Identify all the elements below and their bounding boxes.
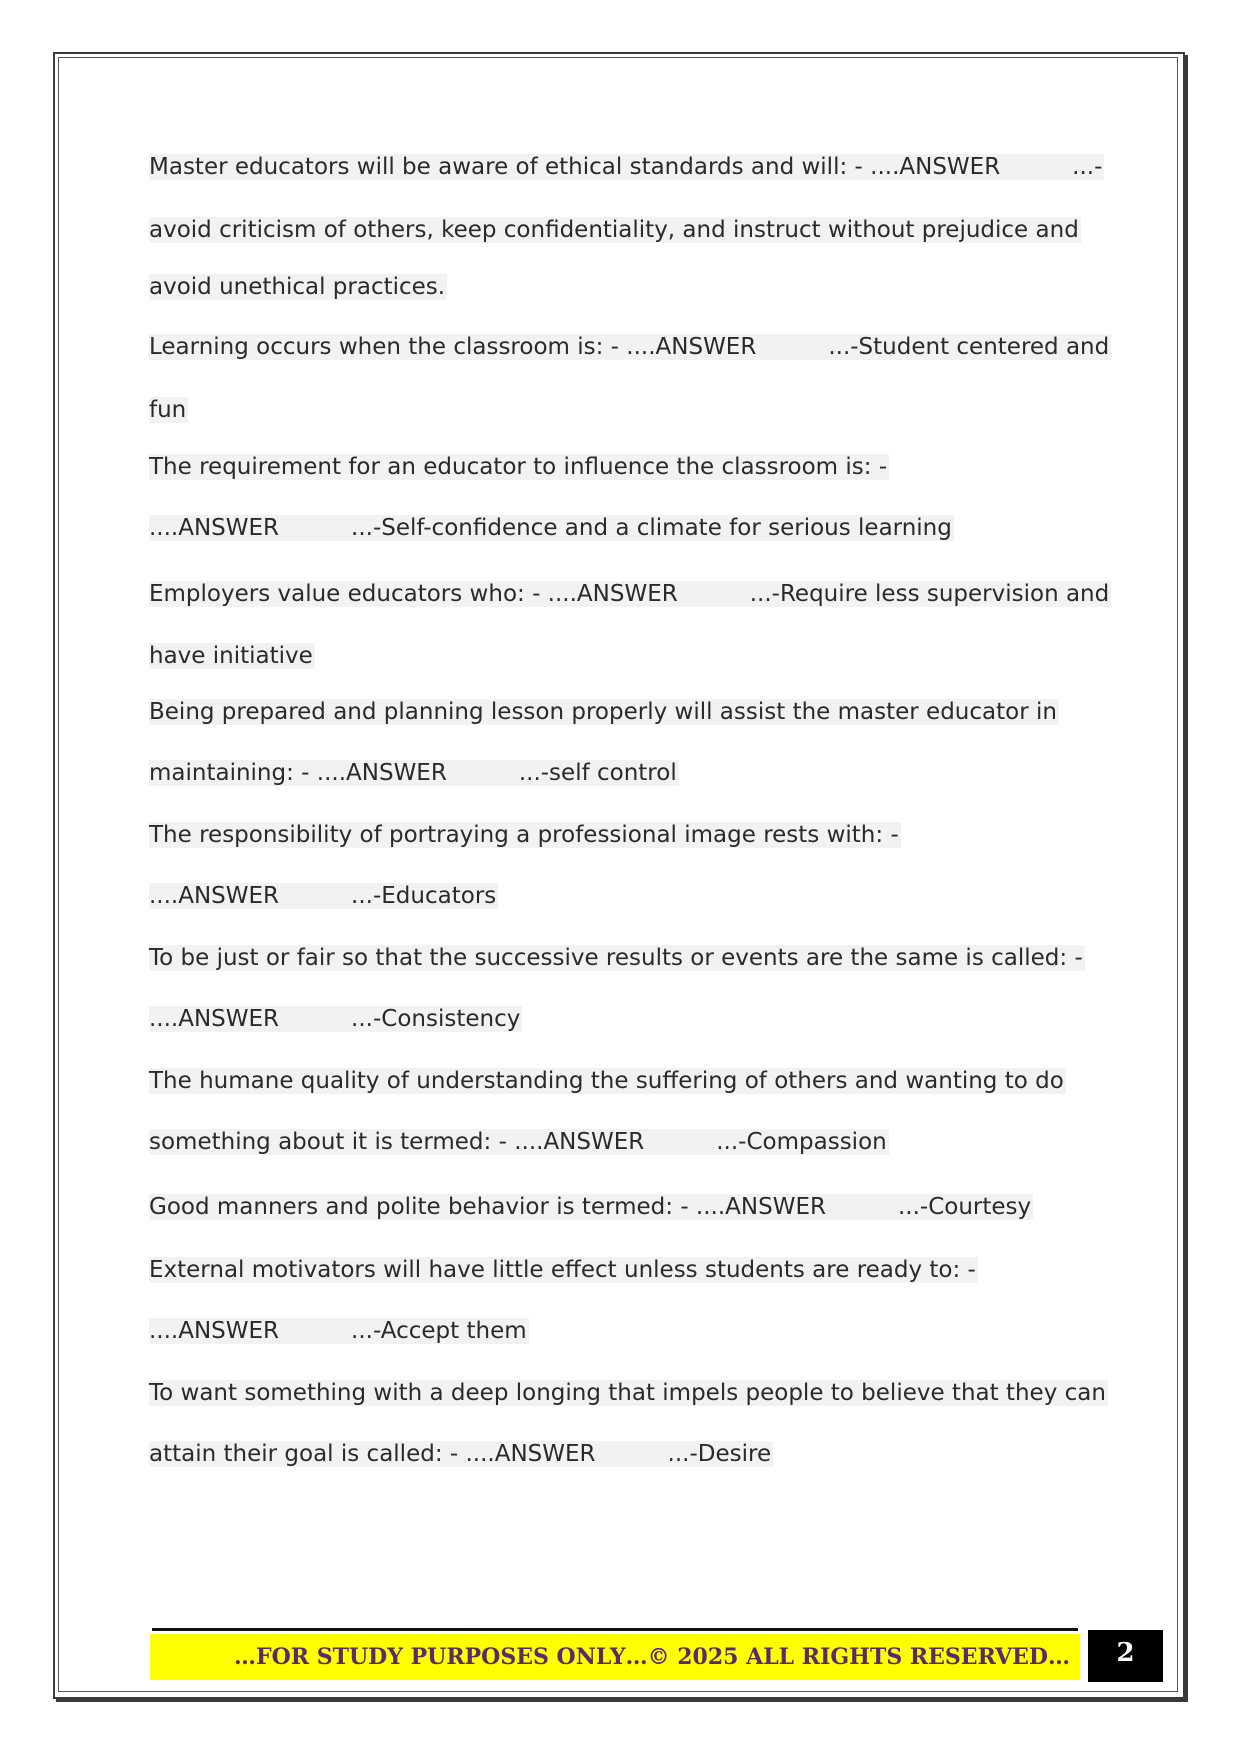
question-text: To be just or fair so that the successive results or events are the same is called: -: [149, 945, 1083, 971]
answer-text: ...-Accept them: [351, 1318, 527, 1344]
qa-line: [149, 329, 1111, 365]
qa-line: [149, 576, 1111, 612]
answer-text: avoid criticism of others, keep confidentiality, and instruct without prejudice and: [149, 217, 1079, 243]
question-text: The requirement for an educator to influence the classroom is: -: [149, 454, 888, 480]
question-text: ....ANSWER: [149, 1006, 280, 1032]
question-text: something about it is termed: - ....ANSWER: [149, 1129, 645, 1155]
answer-text: ...-Require less supervision and: [749, 581, 1110, 607]
question-text: ....ANSWER: [149, 883, 280, 909]
answer-text: ...-Student centered and: [828, 334, 1110, 360]
question-text: Master educators will be aware of ethical standards and will: - ....ANSWER: [149, 154, 1001, 180]
qa-line: [149, 1313, 529, 1349]
question-text: Good manners and polite behavior is termed: - ....ANSWER: [149, 1194, 826, 1220]
qa-line: [149, 392, 188, 428]
qa-line: [149, 755, 679, 791]
question-text: Employers value educators who: - ....ANSWER: [149, 581, 678, 607]
answer-text: ...-Compassion: [716, 1129, 887, 1155]
question-text: The responsibility of portraying a professional image rests with: -: [149, 822, 899, 848]
question-text: Learning occurs when the classroom is: - ....ANSWER: [149, 334, 757, 360]
answer-text: ...-Courtesy: [897, 1194, 1032, 1220]
qa-line: [149, 940, 1085, 976]
qa-line: [149, 1252, 978, 1288]
question-text: The humane quality of understanding the suffering of others and wanting to do: [149, 1068, 1064, 1094]
qa-line: [149, 149, 1104, 185]
answer-text: ...-Educators: [351, 883, 497, 909]
answer-text: ...-self control: [518, 760, 677, 786]
qa-line: [149, 1124, 889, 1160]
qa-line: [149, 510, 954, 546]
qa-line: [149, 694, 1059, 730]
footer-rule: [152, 1628, 1078, 1631]
qa-line: [149, 212, 1081, 248]
qa-line: [149, 1436, 773, 1472]
answer-text: fun: [149, 397, 187, 423]
qa-line: [149, 1375, 1108, 1411]
page-number: 2: [1088, 1630, 1163, 1682]
question-text: ....ANSWER: [149, 1318, 280, 1344]
question-text: External motivators will have little effect unless students are ready to: -: [149, 1257, 976, 1283]
qa-line: [149, 878, 498, 914]
answer-text: ...-Self-confidence and a climate for serious learning: [351, 515, 952, 541]
answer-text: avoid unethical practices.: [149, 274, 446, 300]
question-text: To want something with a deep longing that impels people to believe that they can: [149, 1380, 1106, 1406]
footer-notice: …FOR STUDY PURPOSES ONLY…© 2025 ALL RIGHTS RESERVED…: [150, 1634, 1080, 1680]
question-text: Being prepared and planning lesson properly will assist the master educator in: [149, 699, 1057, 725]
question-text: maintaining: - ....ANSWER: [149, 760, 447, 786]
qa-line: [149, 638, 315, 674]
qa-line: [149, 1063, 1066, 1099]
answer-text: ...-Desire: [667, 1441, 772, 1467]
answer-text: ...-Consistency: [351, 1006, 521, 1032]
qa-line: [149, 269, 447, 305]
question-text: ....ANSWER: [149, 515, 280, 541]
answer-text: have initiative: [149, 643, 313, 669]
qa-line: [149, 817, 901, 853]
qa-line: [149, 1189, 1033, 1225]
answer-text: ...-: [1072, 154, 1103, 180]
qa-line: [149, 449, 889, 485]
qa-line: [149, 1001, 522, 1037]
question-text: attain their goal is called: - ....ANSWER: [149, 1441, 596, 1467]
